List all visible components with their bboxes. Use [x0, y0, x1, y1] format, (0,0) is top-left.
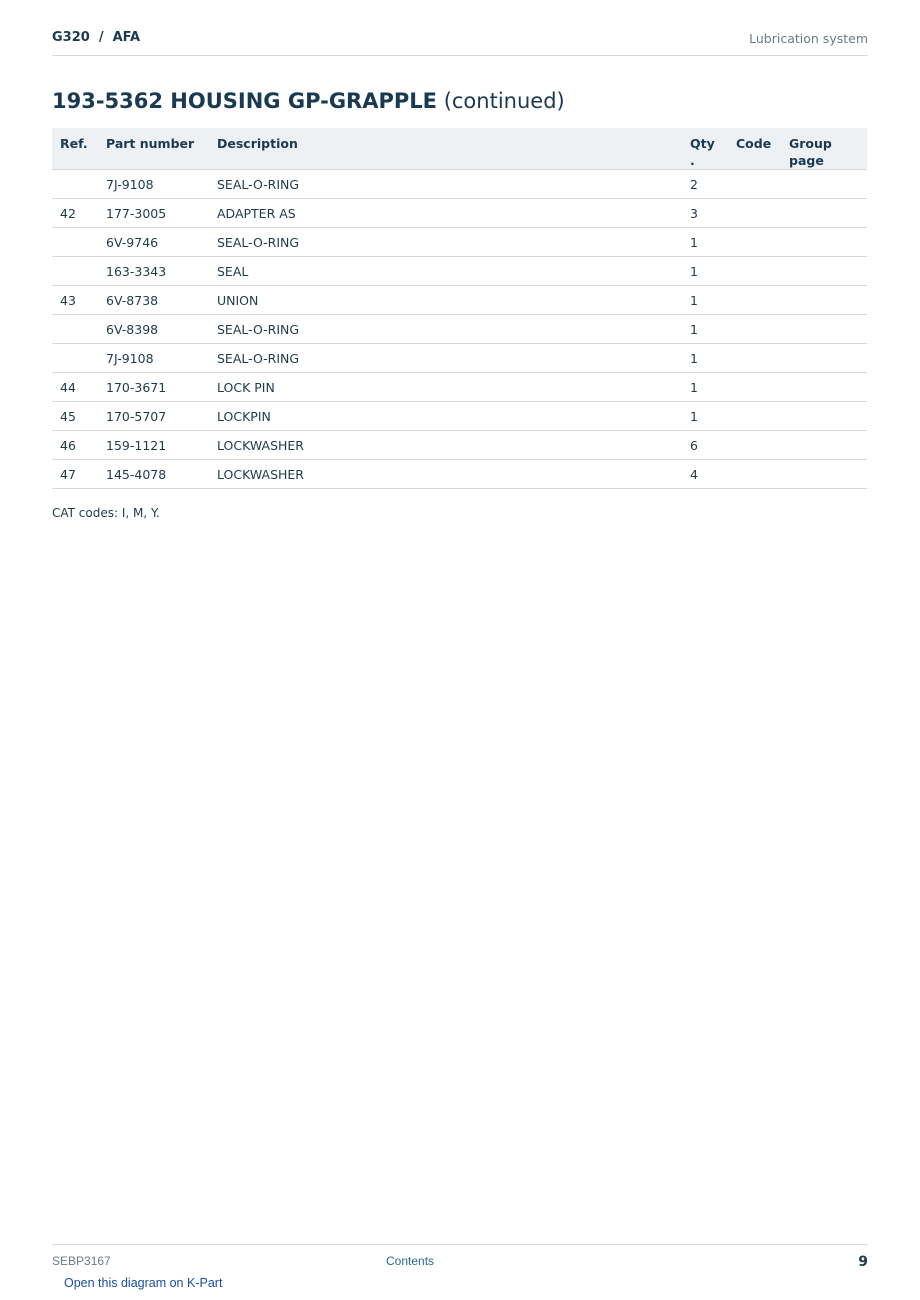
column-header-qty-line1: Qty: [690, 136, 715, 151]
cell-qty: 1: [682, 344, 728, 373]
cell-part-number: 159-1121: [98, 431, 209, 460]
cell-code: [728, 373, 781, 402]
column-header-part-number: Part number: [98, 128, 209, 170]
table-row: [52, 286, 867, 315]
cell-part-number: 7J-9108: [98, 344, 209, 373]
cell-group-page: [781, 286, 867, 315]
header-row: [52, 128, 867, 170]
cell-group-page: [781, 402, 867, 431]
cell-description: SEAL-O-RING: [209, 170, 682, 199]
cell-part-number: 6V-8738: [98, 286, 209, 315]
cell-part-number: 170-5707: [98, 402, 209, 431]
cell-description: UNION: [209, 286, 682, 315]
cell-qty: 1: [682, 315, 728, 344]
cell-description: LOCKPIN: [209, 402, 682, 431]
table-row: [52, 460, 867, 489]
cell-group-page: [781, 460, 867, 489]
cell-code: [728, 257, 781, 286]
cell-qty: 1: [682, 257, 728, 286]
cell-description: LOCKWASHER: [209, 431, 682, 460]
column-header-ref: Ref.: [52, 128, 98, 170]
column-header-qty-line2: .: [690, 153, 695, 168]
table-row: [52, 199, 867, 228]
table-row: [52, 170, 867, 199]
parts-table-header: [52, 128, 867, 170]
breadcrumb-variant: AFA: [112, 30, 141, 45]
page-title-main: 193-5362 HOUSING GP-GRAPPLE: [52, 89, 437, 113]
cell-group-page: [781, 373, 867, 402]
section-label: Lubrication system: [749, 31, 868, 46]
cell-ref: [52, 315, 98, 344]
cell-group-page: [781, 228, 867, 257]
column-header-code: Code: [728, 128, 781, 170]
cell-ref: 47: [52, 460, 98, 489]
breadcrumb: [52, 30, 140, 45]
table-row: [52, 373, 867, 402]
cell-part-number: 6V-8398: [98, 315, 209, 344]
table-row: [52, 402, 867, 431]
page-header: [52, 28, 868, 56]
cell-qty: 1: [682, 228, 728, 257]
cell-code: [728, 344, 781, 373]
cell-group-page: [781, 257, 867, 286]
cell-ref: [52, 228, 98, 257]
cell-part-number: 177-3005: [98, 199, 209, 228]
cell-part-number: 7J-9108: [98, 170, 209, 199]
cat-codes-note: CAT codes: I, M, Y.: [52, 506, 160, 520]
cell-ref: [52, 257, 98, 286]
document-id: SEBP3167: [52, 1254, 111, 1268]
cell-group-page: [781, 315, 867, 344]
cell-ref: 43: [52, 286, 98, 315]
cell-qty: 3: [682, 199, 728, 228]
page-title-suffix: (continued): [443, 89, 565, 113]
cell-qty: 1: [682, 402, 728, 431]
cell-part-number: 6V-9746: [98, 228, 209, 257]
cell-description: SEAL: [209, 257, 682, 286]
cell-part-number: 170-3671: [98, 373, 209, 402]
cell-part-number: 163-3343: [98, 257, 209, 286]
column-header-qty: [682, 128, 728, 170]
table-row: [52, 431, 867, 460]
breadcrumb-model: G320: [52, 30, 90, 45]
cell-qty: 1: [682, 373, 728, 402]
cell-code: [728, 286, 781, 315]
page-footer: [52, 1244, 868, 1269]
parts-table: [52, 128, 867, 489]
column-header-group-page: [781, 128, 867, 170]
column-header-group-page-line1: Group: [789, 136, 832, 151]
cell-code: [728, 431, 781, 460]
cell-description: ADAPTER AS: [209, 199, 682, 228]
cell-qty: 6: [682, 431, 728, 460]
cell-qty: 1: [682, 286, 728, 315]
cell-group-page: [781, 344, 867, 373]
cell-description: LOCK PIN: [209, 373, 682, 402]
cell-ref: [52, 170, 98, 199]
table-row: [52, 228, 867, 257]
cell-code: [728, 460, 781, 489]
breadcrumb-separator: /: [98, 30, 104, 45]
cell-group-page: [781, 431, 867, 460]
cell-ref: 45: [52, 402, 98, 431]
page-number: 9: [858, 1254, 868, 1270]
cell-group-page: [781, 199, 867, 228]
cell-code: [728, 402, 781, 431]
column-header-group-page-line2: page: [789, 153, 824, 168]
cell-qty: 4: [682, 460, 728, 489]
cell-code: [728, 315, 781, 344]
parts-table-body: [52, 170, 867, 489]
cell-group-page: [781, 170, 867, 199]
cell-ref: 44: [52, 373, 98, 402]
column-header-description: Description: [209, 128, 682, 170]
table-row: [52, 344, 867, 373]
contents-link[interactable]: Contents: [386, 1254, 435, 1268]
cell-description: SEAL-O-RING: [209, 344, 682, 373]
cell-ref: [52, 344, 98, 373]
cell-ref: 46: [52, 431, 98, 460]
cell-code: [728, 228, 781, 257]
cell-code: [728, 170, 781, 199]
cell-qty: 2: [682, 170, 728, 199]
page-title: [52, 89, 565, 113]
table-row: [52, 257, 867, 286]
cell-part-number: 145-4078: [98, 460, 209, 489]
cell-description: LOCKWASHER: [209, 460, 682, 489]
cell-description: SEAL-O-RING: [209, 315, 682, 344]
cell-ref: 42: [52, 199, 98, 228]
cell-code: [728, 199, 781, 228]
cell-description: SEAL-O-RING: [209, 228, 682, 257]
open-kpart-link[interactable]: Open this diagram on K-Part: [64, 1276, 223, 1290]
table-row: [52, 315, 867, 344]
